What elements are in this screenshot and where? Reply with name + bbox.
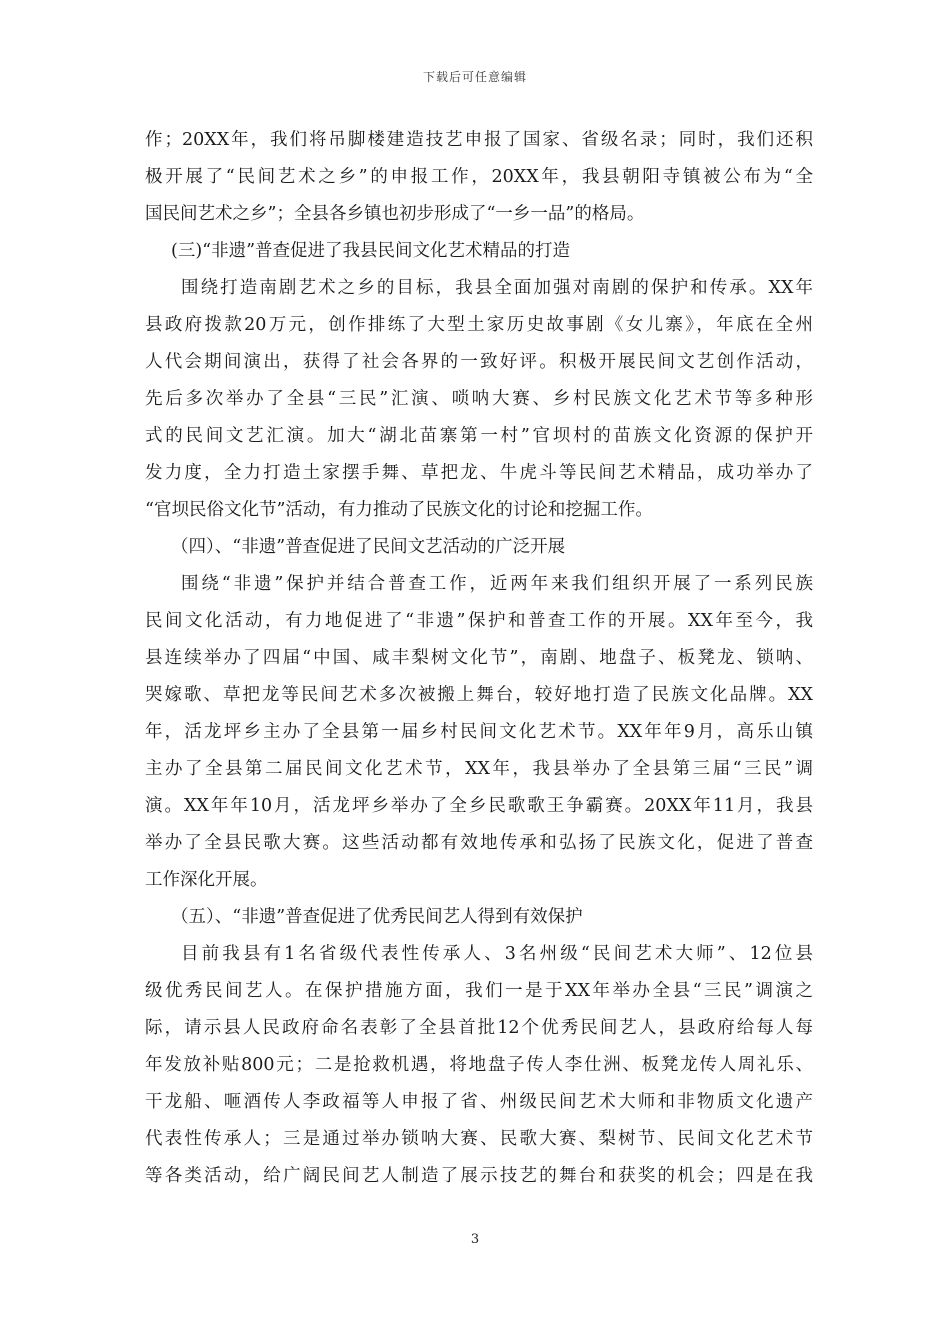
body-line: 演。XX年年10月，活龙坪乡举办了全乡民歌歌王争霸赛。20XX年11月，我县 xyxy=(145,796,813,816)
section-heading: (三)“非遗”普查促进了我县民间文化艺术精品的打造 xyxy=(171,241,571,261)
body-line: 主办了全县第二届民间文化艺术节，XX年，我县举办了全县第三届“三民”调 xyxy=(145,759,813,779)
body-line: 县连续举办了四届“中国、咸丰梨树文化节”，南剧、地盘子、板凳龙、锁呐、 xyxy=(145,648,813,668)
body-line: 工作深化开展。 xyxy=(145,870,268,890)
body-line: 代表性传承人；三是通过举办锁呐大赛、民歌大赛、梨树节、民间文化艺术节 xyxy=(145,1129,813,1149)
body-line: 哭嫁歌、草把龙等民间艺术多次被搬上舞台，较好地打造了民族文化品牌。XX xyxy=(145,685,813,705)
body-line: 等各类活动，给广阔民间艺人制造了展示技艺的舞台和获奖的机会；四是在我 xyxy=(145,1166,813,1186)
body-line: 国民间艺术之乡”；全县各乡镇也初步形成了“一乡一品”的格局。 xyxy=(145,204,645,224)
body-line: 作；20XX年，我们将吊脚楼建造技艺申报了国家、省级名录；同时，我们还积 xyxy=(145,130,813,150)
body-line: 极开展了“民间艺术之乡”的申报工作，20XX年，我县朝阳寺镇被公布为“全 xyxy=(145,167,813,187)
body-line: 围绕“非遗”保护并结合普查工作，近两年来我们组织开展了一系列民族 xyxy=(181,574,813,594)
body-line: 围绕打造南剧艺术之乡的目标，我县全面加强对南剧的保护和传承。XX年 xyxy=(181,278,813,298)
section-heading: （四）、“非遗”普查促进了民间文艺活动的广泛开展 xyxy=(171,537,566,557)
body-line: 先后多次举办了全县“三民”汇演、唢呐大赛、乡村民族文化艺术节等多种形 xyxy=(145,389,813,409)
body-line: 年，活龙坪乡主办了全县第一届乡村民间文化艺术节。XX年年9月，高乐山镇 xyxy=(145,722,813,742)
body-line: 民间文化活动，有力地促进了“非遗”保护和普查工作的开展。XX年至今，我 xyxy=(145,611,813,631)
body-line: 目前我县有1名省级代表性传承人、3名州级“民间艺术大师”、12位县 xyxy=(181,944,813,964)
body-line: 级优秀民间艺人。在保护措施方面，我们一是于XX年举办全县“三民”调演之 xyxy=(145,981,813,1001)
page-header: 下载后可任意编辑 xyxy=(422,70,527,84)
body-line: 发力度，全力打造土家摆手舞、草把龙、牛虎斗等民间艺术精品，成功举办了 xyxy=(145,463,813,483)
section-heading: （五）、“非遗”普查促进了优秀民间艺人得到有效保护 xyxy=(171,907,583,927)
document-body xyxy=(145,122,813,1195)
body-line: 县政府拨款20万元，创作排练了大型土家历史故事剧《女儿寨》，年底在全州 xyxy=(145,315,813,335)
body-line: 际，请示县人民政府命名表彰了全县首批12个优秀民间艺人，县政府给每人每 xyxy=(145,1018,813,1038)
body-line: 年发放补贴800元；二是抢救机遇，将地盘子传人李仕洲、板凳龙传人周礼乐、 xyxy=(145,1055,813,1075)
page-number: 3 xyxy=(470,1232,480,1247)
body-line: 式的民间文艺汇演。加大“湖北苗寨第一村”官坝村的苗族文化资源的保护开 xyxy=(145,426,813,446)
body-line: “官坝民俗文化节”活动，有力推动了民族文化的讨论和挖掘工作。 xyxy=(145,500,653,520)
body-line: 举办了全县民歌大赛。这些活动都有效地传承和弘扬了民族文化，促进了普查 xyxy=(145,833,813,853)
body-line: 人代会期间演出，获得了社会各界的一致好评。积极开展民间文艺创作活动， xyxy=(145,352,813,372)
body-line: 干龙船、咂酒传人李政福等人申报了省、州级民间艺术大师和非物质文化遗产 xyxy=(145,1092,813,1112)
